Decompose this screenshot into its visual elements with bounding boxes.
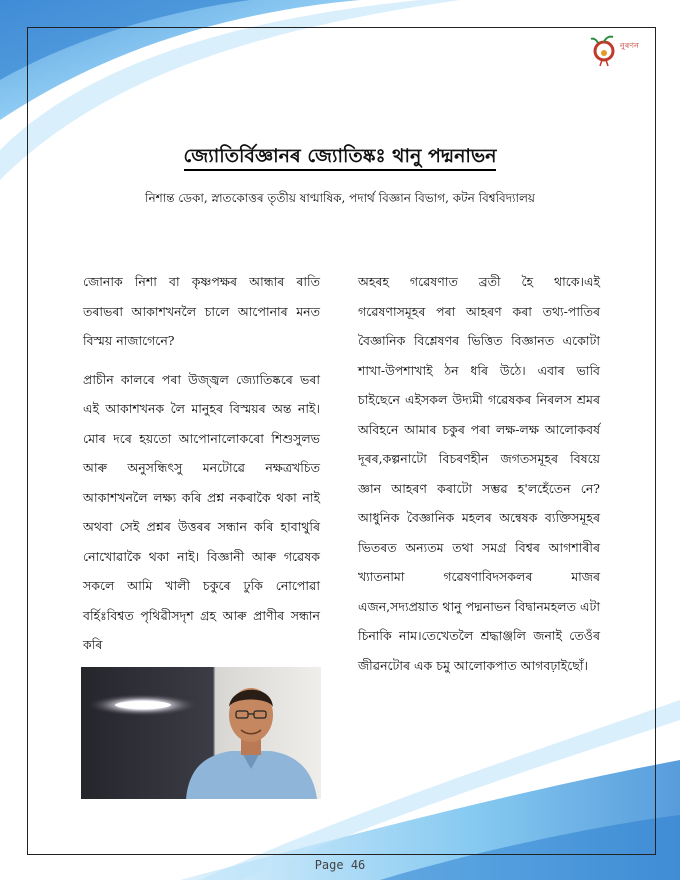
right-column: [358, 267, 600, 689]
paragraph: অহৰহ গৱেষণাত ব্ৰতী হৈ থাকে।এই গৱেষণাসমূহৰ পৰা আহৰণ কৰা তথ্য-পাতিৰ বৈজ্ঞানিক বিশ্লেষণৰ ভিত্তিত বিজ্ঞানত একোটা শাখা-উপশাখাই ঠন ধৰি উঠে। এবাৰ ভাবি চাইছেনে এইসকল উদ্যমী গৱেষকৰ নিৰলস শ্ৰমৰ অবিহনে আমাৰ চকুৰ পৰা লক্ষ-লক্ষ আলোকবৰ্ষ দূৰৰ,কল্পনাটো বিচৰণহীন জগতসমূহৰ বিষয়ে জ্ঞান আহৰণ কৰাটো সম্ভৱ হ'লহেঁতেন নে? আধুনিক বৈজ্ঞানিক মহলৰ অন্বেষক ব্যক্তিসমূহৰ ভিতৰত অন্যতম তথা সমগ্ৰ বিশ্বৰ আগশাৰীৰ খ্যাতনামা গৱেষণাবিদসকলৰ মাজৰ এজন,সদ্যপ্ৰয়াত থানু পদ্মনাভন বিদ্বানমহলত এটা চিনাকি নাম।তেখেতলৈ শ্ৰদ্ধাঞ্জলি জনাই তেওঁৰ জীৱনটোৰ এক চমু আলোকপাত আগবঢ়াইছোঁ।: [358, 274, 600, 673]
author-line: নিশান্ত ডেকা, স্নাতকোত্তৰ তৃতীয় ষাণ্মাষিক, পদাৰ্থ বিজ্ঞান বিভাগ, কটন বিশ্ববিদ্যালয়: [145, 191, 535, 205]
page-number: Page 46: [314, 858, 366, 872]
paragraph: প্ৰাচীন কালৰে পৰা উজ্জ্বল জ্যোতিষ্কৰে ভৰা এই আকাশখনক লৈ মানুহৰ বিস্ময়ৰ অন্ত নাই। মোৰ দৰে হয়তো আপোনালোকৰো শিশুসুলভ আৰু অনুসন্ধিৎসু মনটোৱে নক্ষত্ৰখচিত আকাশখনলৈ লক্ষ্য কৰি প্ৰশ্ন নকৰাকৈ থকা নাই অথবা সেই প্ৰশ্নৰ উত্তৰৰ সন্ধান কৰি হাবাথুৰি নোখোৱাকৈ থকা নাই। বিজ্ঞানী আৰু গৱেষক সকলে আমি খালী চকুৰে ঢুকি নোপোৱা বৰ্হিঃবিশ্বত পৃথিৱীসদৃশ গ্ৰহ আৰু প্ৰাণীৰ সন্ধান কৰি: [83, 371, 320, 652]
logo-text: নুৰণন: [620, 41, 639, 50]
scientist-photo: [81, 667, 321, 799]
paragraph: জোনাক নিশা বা কৃষ্ণপক্ষৰ আন্ধাৰ ৰাতি তৰাভৰা আকাশখনলৈ চালে আপোনাৰ মনত বিস্ময় নাজাগেনে?: [83, 274, 320, 348]
article-title: জ্যোতিৰ্বিজ্ঞানৰ জ্যোতিষ্কঃ থানু পদ্মনাভন: [0, 142, 680, 174]
left-column: [83, 267, 320, 669]
